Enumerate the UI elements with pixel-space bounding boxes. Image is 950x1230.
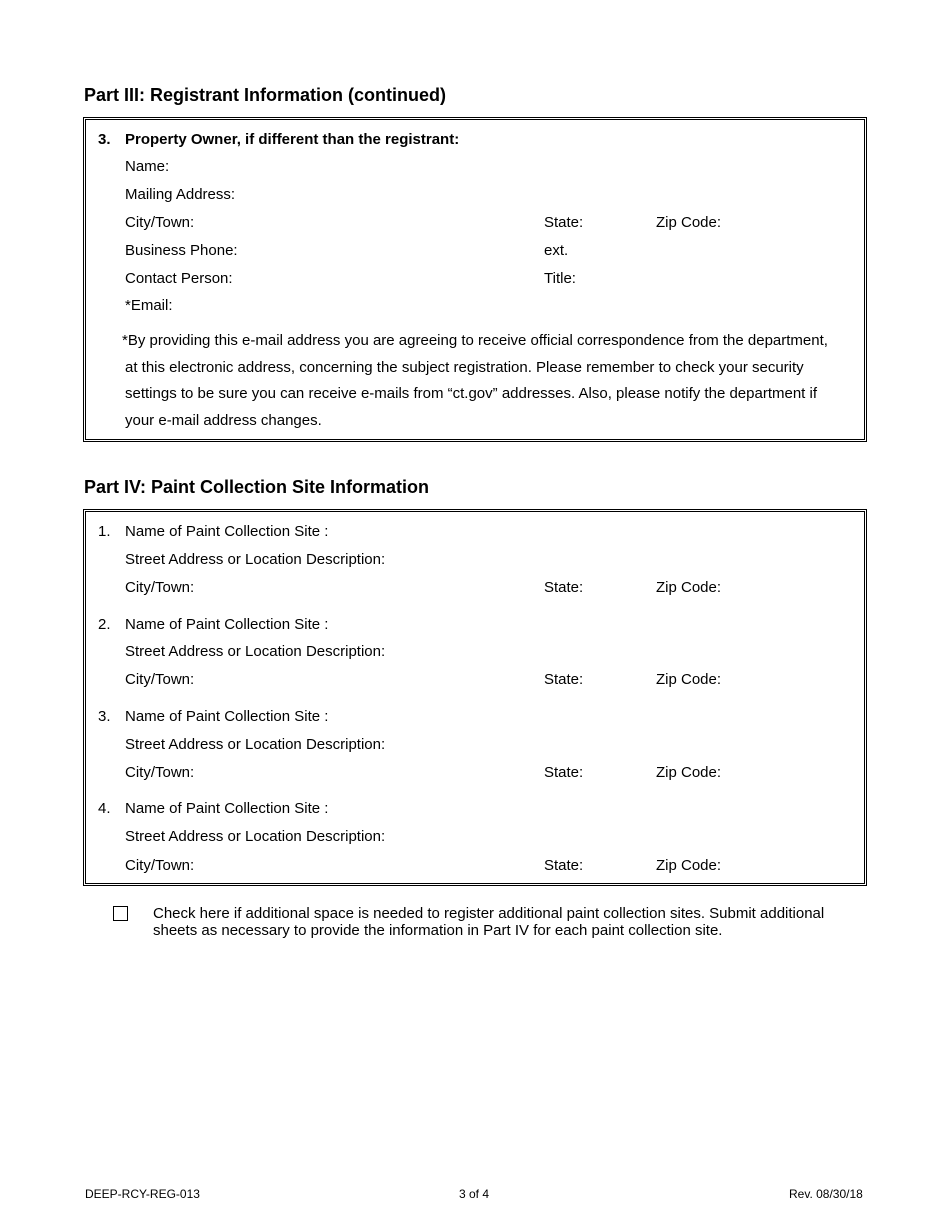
additional-space-line: sheets as necessary to provide the information in Part IV for each paint collection site. <box>153 922 723 939</box>
site-state-label: State: <box>544 579 584 596</box>
title-label: Title: <box>544 270 576 287</box>
site-zip-label: Zip Code: <box>656 671 722 688</box>
zip-code-label: Zip Code: <box>656 214 722 231</box>
part4-heading: Part IV: Paint Collection Site Information <box>84 477 430 497</box>
site-city-label: City/Town: <box>125 671 195 688</box>
form-id: DEEP-RCY-REG-013 <box>85 1187 200 1201</box>
site-city-label: City/Town: <box>125 857 195 874</box>
site-state-label: State: <box>544 671 584 688</box>
site-number: 2. <box>98 616 111 633</box>
email-disclaimer-line: at this electronic address, concerning the subject registration. Please remember to check your security <box>125 358 804 376</box>
additional-space-text <box>153 905 853 939</box>
additional-space-checkbox[interactable] <box>113 906 128 921</box>
site-name-label: Name of Paint Collection Site : <box>125 708 329 725</box>
site-city-label: City/Town: <box>125 764 195 781</box>
site-number: 4. <box>98 800 111 817</box>
site-address-label: Street Address or Location Description: <box>125 736 386 753</box>
site-name-label: Name of Paint Collection Site : <box>125 523 329 540</box>
site-name-label: Name of Paint Collection Site : <box>125 800 329 817</box>
site-number: 3. <box>98 708 111 725</box>
site-zip-label: Zip Code: <box>656 764 722 781</box>
state-label: State: <box>544 214 584 231</box>
site-zip-label: Zip Code: <box>656 857 722 874</box>
site-city-label: City/Town: <box>125 579 195 596</box>
site-address-label: Street Address or Location Description: <box>125 828 386 845</box>
city-town-label: City/Town: <box>125 214 195 231</box>
item-number: 3. <box>98 131 111 148</box>
business-phone-label: Business Phone: <box>125 242 238 259</box>
site-address-label: Street Address or Location Description: <box>125 643 386 660</box>
email-disclaimer-line: *By providing this e-mail address you are agreeing to receive official correspondence from the department, <box>122 332 828 349</box>
site-number: 1. <box>98 523 111 540</box>
email-disclaimer-line: your e-mail address changes. <box>125 411 322 429</box>
part3-heading: Part III: Registrant Information (continued) <box>84 85 447 105</box>
email-disclaimer <box>122 328 855 434</box>
additional-space-line: Check here if additional space is needed to register additional paint collection sites. Submit additional <box>153 905 825 922</box>
revision-date: Rev. 08/30/18 <box>789 1187 863 1201</box>
contact-person-label: Contact Person: <box>125 270 233 287</box>
site-state-label: State: <box>544 764 584 781</box>
site-address-label: Street Address or Location Description: <box>125 551 386 568</box>
item-title: Property Owner, if different than the registrant: <box>125 131 460 148</box>
site-name-label: Name of Paint Collection Site : <box>125 616 329 633</box>
site-zip-label: Zip Code: <box>656 579 722 596</box>
mailing-address-label: Mailing Address: <box>125 186 236 203</box>
name-label: Name: <box>125 158 170 175</box>
page-number: 3 of 4 <box>459 1187 490 1201</box>
email-disclaimer-line: settings to be sure you can receive e-mails from “ct.gov” addresses. Also, please notify the department if <box>125 385 817 403</box>
email-label: *Email: <box>125 297 173 314</box>
site-state-label: State: <box>544 857 584 874</box>
ext-label: ext. <box>544 242 569 259</box>
